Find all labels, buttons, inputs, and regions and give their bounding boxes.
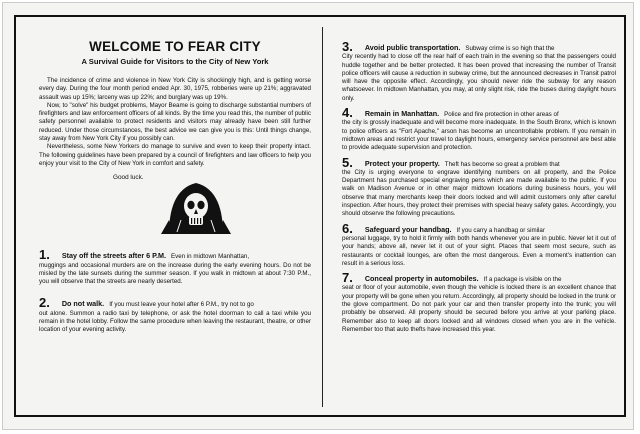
section-body: personal luggage, try to hold it firmly with both hands whenever you are in public. Never let it out of your hands; above all, never let it out of your sight. Places that seem most secure, such as restaurants or cocktail lounges, are often the most dangerous. Even a moment's inattention can result in a serious loss. (342, 234, 616, 267)
guideline-section (342, 220, 616, 268)
section-body: the City is urging everyone to engrave identifying numbers on all property, and the Police Department has purchased special engraving pens which are made available to the public. If you walk on Madison Avenue or in other major midtown locations during business hours, you will observe that many merchants keep their doors locked and will admit customers only after careful inspection. After hours, they protect their premises with special heavy safety gates. Accordingly, you should observe the following precautions. (342, 168, 616, 218)
section-lead-text: Subway crime is so high that the (465, 45, 555, 52)
page-subtitle: A Survival Guide for Visitors to the City of New York (81, 57, 269, 66)
guideline-section (39, 295, 311, 334)
good-luck-text: Good luck. (113, 174, 144, 182)
section-body: City recently had to close off the rear half of each train in the evening so that the passengers could huddle together and be better protected. It has been proved that increasing the number of Transit police officers will cause a reduction in subway crime, but the announced decreases in Transit patrol will have the opposite effect. Accordingly, you should never ride the subway for any reason whatsoever. In midtown Manhattan, you may, at only slight risk, ride the buses during daylight hours only. (342, 53, 616, 102)
section-body: out alone. Summon a radio taxi by telephone, or ask the hotel doorman to call a taxi while you remain in the hotel lobby. Follow the same procedure when leaving the restaurant, theatre, or other location of your evening activity. (39, 309, 311, 334)
section-heading: Protect your property. (364, 158, 440, 168)
guideline-section (342, 39, 616, 103)
section-lead-text: Even in midtown Manhattan, (170, 253, 250, 261)
section-lead-text: If you must leave your hotel after 6 P.M., try not to go (109, 301, 254, 309)
left-column (39, 39, 311, 335)
guideline-section (342, 105, 616, 152)
section-heading: Stay off the streets after 6 P.M. (61, 251, 166, 261)
guideline-section (39, 247, 311, 286)
section-number: 2. (39, 295, 50, 311)
section-number: 4. (342, 105, 353, 121)
section-number: 1. (39, 247, 50, 263)
guideline-section (342, 154, 616, 219)
guideline-section (342, 270, 616, 334)
section-heading: Do not walk. (61, 299, 105, 309)
section-lead-text: If you carry a handbag or similar (456, 226, 545, 234)
section-heading: Safeguard your handbag. (364, 224, 452, 234)
section-body: seat or floor of your automobile, even though the vehicle is locked there is an excellent chance that your property will be gone when you return. Accordingly, all property should be locked in the trunk or the glove compartment. Do not park your car and then transfer property into the trunk; you will probably be observed. All property should be secured before you arrive at your parking place. Remember also to keep all doors locked and all windows closed when you are in the vehicle. Remember too that auto thefts have increased this year. (342, 284, 616, 333)
intro-paragraph: Now, to "solve" his budget problems, Mayor Beame is going to discharge substantial numbers of firefighters and law enforcement officers of all kinds. By the time you read this, the number of public safety personnel available to protect residents and visitors may already have been still further reduced. Under those circumstances, the best advice we can give you is this: Until things change, stay away from New York City if you possibly can. (39, 101, 311, 143)
section-heading: Conceal property in automobiles. (364, 274, 479, 284)
section-lead-text: If a package is visible on the (483, 276, 562, 284)
intro-paragraph: Nevertheless, some New Yorkers do manage to survive and even to keep their property intact. The following guidelines have been prepared by a council of firefighters and law officers to help you enjoy your visit to the City of New York in comfort and safety. (39, 143, 311, 167)
section-body: the city is grossly inadequate and will become more inadequate. In the South Bronx, which is known to police officers as "Fort Apache," arson has become an uncontrollable problem. If you remain in midtown areas and restrict your travel to daylight hours, emergency service personnel are best able to provide adequate supervision and protection. (342, 119, 616, 152)
section-heading: Remain in Manhattan. (364, 109, 440, 119)
section-number: 5. (342, 154, 353, 170)
section-number: 3. (342, 39, 353, 54)
intro-paragraph: The incidence of crime and violence in New York City is shockingly high, and is getting worse every day. During the four month period ended Apr. 30, 1975, robberies were up 21%; aggravated assault was up 15%; larceny was up 22%; and burglary was up 19%. (39, 77, 311, 101)
hooded-skull-icon (159, 180, 233, 234)
intro (39, 77, 311, 168)
good-luck-row (39, 172, 311, 230)
right-column (342, 39, 616, 334)
section-body: muggings and occasional murders are on the increase during the early evening hours. Do not be misled by the late sunsets during the summer season. If you walk in midtown at about 7:30 P.M., you will observe that the streets are nearly deserted. (39, 261, 311, 286)
section-lead-text: Theft has become so great a problem that (444, 160, 560, 168)
pamphlet-sheet (2, 2, 634, 430)
column-divider (322, 27, 323, 407)
section-number: 7. (342, 270, 353, 286)
page-title: WELCOME TO FEAR CITY (89, 39, 261, 54)
section-number: 6. (342, 220, 353, 236)
section-lead-text: Police and fire protection in other areas of (444, 111, 559, 119)
section-heading: Avoid public transportation. (364, 43, 461, 52)
